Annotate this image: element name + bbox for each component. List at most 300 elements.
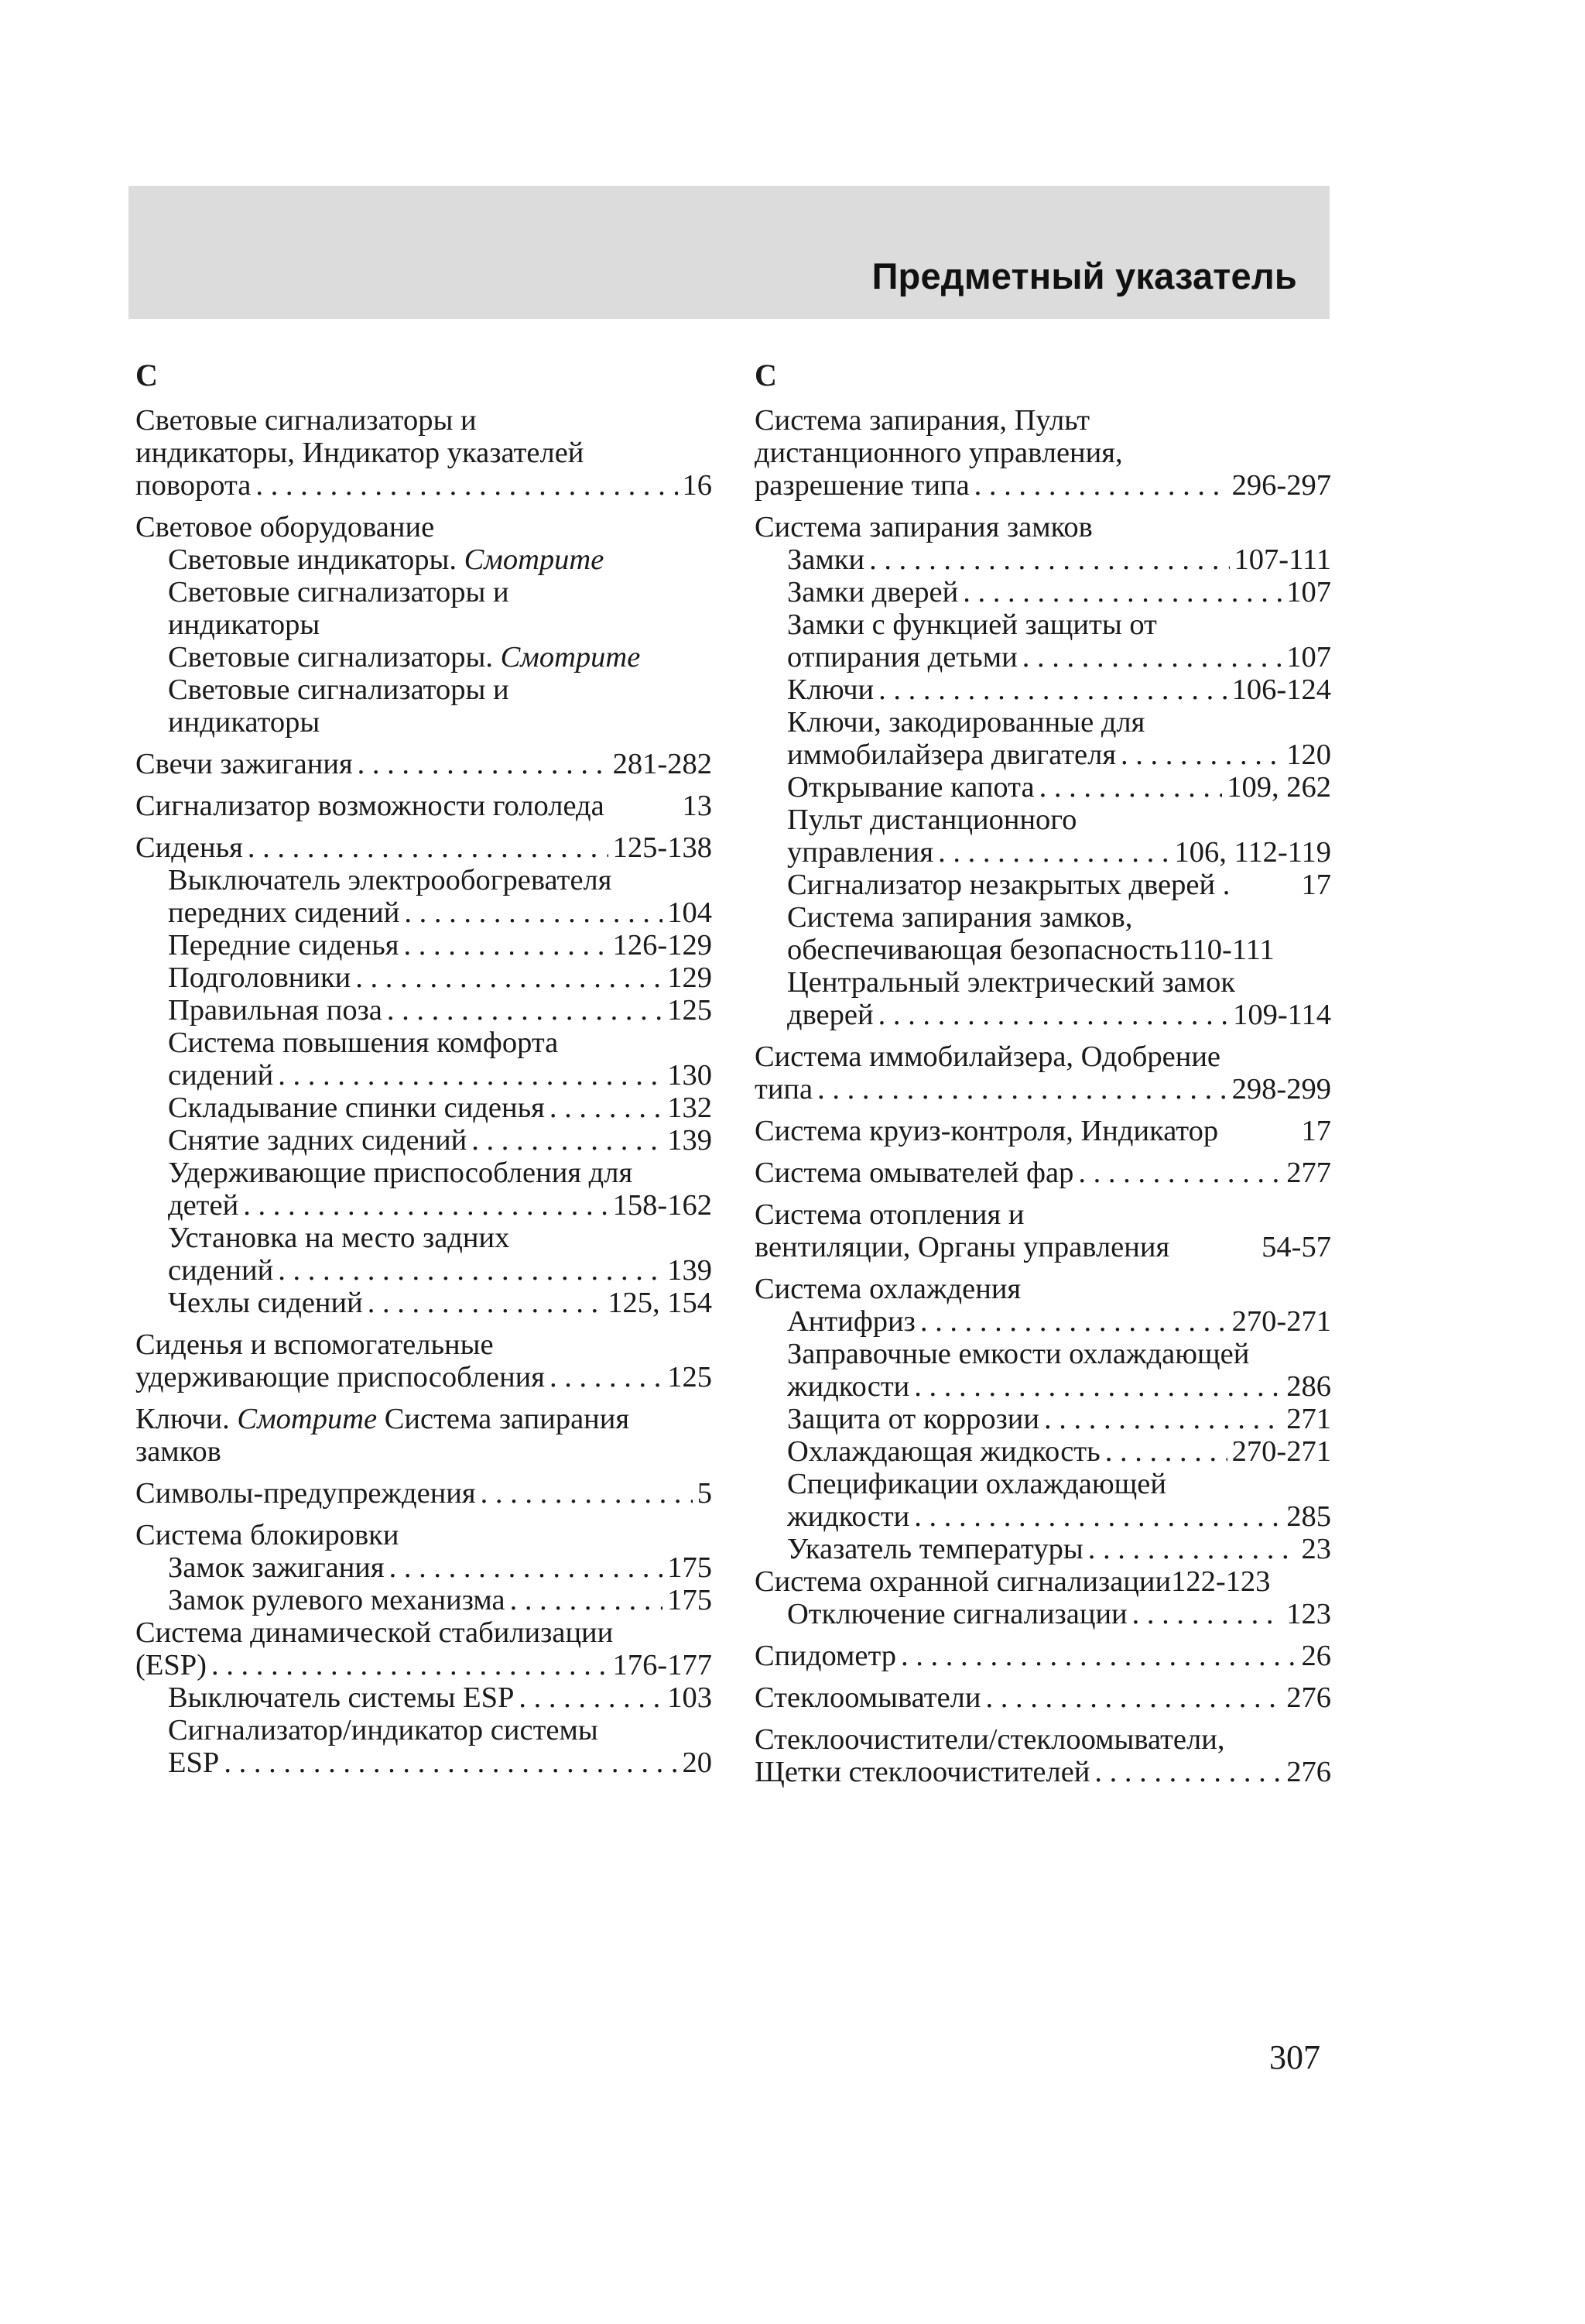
entry-text bbox=[168, 864, 611, 896]
entry-text bbox=[135, 1361, 545, 1393]
entry-text bbox=[135, 1616, 613, 1649]
dot-leader bbox=[986, 1681, 1282, 1714]
dot-leader bbox=[938, 836, 1169, 869]
page-ref: 132 bbox=[667, 1092, 712, 1124]
dot-leader bbox=[869, 543, 1229, 576]
index-subentry-line bbox=[755, 869, 1331, 901]
index-subentry-line bbox=[135, 961, 712, 994]
page-ref: 296-297 bbox=[1231, 469, 1331, 502]
entry-text-part: детей bbox=[168, 1189, 239, 1222]
entry-text-part: Стеклоомыватели bbox=[755, 1681, 981, 1714]
entry-text bbox=[787, 1598, 1128, 1630]
index-entry-line bbox=[135, 748, 712, 780]
index-subentry-line bbox=[135, 576, 712, 608]
index-entry bbox=[755, 1273, 1331, 1630]
entry-text bbox=[168, 1551, 385, 1584]
index-column-left bbox=[135, 355, 712, 1788]
index-subentry-line bbox=[755, 1370, 1331, 1403]
entry-text-part: Сигнализатор/индикатор системы bbox=[168, 1714, 598, 1746]
index-entry-line bbox=[755, 1040, 1331, 1073]
index-subentry-line bbox=[755, 934, 1331, 966]
entry-text bbox=[135, 1649, 207, 1681]
entry-text-part: Система отопления и bbox=[755, 1198, 1025, 1231]
index-entry bbox=[135, 748, 712, 780]
entry-text-part: Выключатель системы ESP bbox=[168, 1681, 515, 1714]
entry-text bbox=[787, 576, 958, 608]
index-subentry-line bbox=[755, 999, 1331, 1031]
index-subentry-line bbox=[135, 674, 712, 706]
entry-text bbox=[135, 831, 243, 864]
page-ref: 125-138 bbox=[612, 831, 712, 864]
entry-text-part: Чехлы сидений bbox=[168, 1287, 363, 1319]
dot-leader bbox=[519, 1681, 662, 1714]
entry-text-part: Световые сигнализаторы и bbox=[135, 404, 477, 437]
entry-text bbox=[135, 404, 477, 437]
dot-leader bbox=[878, 674, 1227, 706]
index-subentry-line bbox=[755, 608, 1331, 641]
page-ref: 107 bbox=[1286, 576, 1331, 608]
index-entry bbox=[135, 1519, 712, 1779]
index-entry-line bbox=[135, 831, 712, 864]
entry-text bbox=[135, 469, 251, 502]
entry-text-part: Защита от коррозии bbox=[787, 1403, 1039, 1435]
entry-text-part: Световые индикаторы. bbox=[168, 543, 464, 576]
entry-text-part: Складывание спинки сиденья bbox=[168, 1092, 545, 1124]
page-ref: 139 bbox=[667, 1124, 712, 1157]
entry-text bbox=[755, 1231, 1169, 1263]
dot-leader bbox=[403, 929, 608, 961]
entry-text-part: Щетки стеклоочистителей bbox=[755, 1756, 1090, 1788]
entry-text-part: Ключи bbox=[787, 674, 875, 706]
entry-text-part: дистанционного управления, bbox=[755, 437, 1123, 469]
index-entry-line bbox=[755, 1198, 1331, 1231]
dot-leader bbox=[278, 1059, 662, 1092]
entry-text-part: (ESP) bbox=[135, 1649, 207, 1681]
index-entry bbox=[755, 1040, 1331, 1105]
index-subentry-line bbox=[755, 641, 1331, 674]
index-subentry-line bbox=[755, 1598, 1331, 1630]
dot-leader bbox=[248, 831, 608, 864]
entry-text bbox=[787, 836, 933, 869]
dot-leader bbox=[878, 999, 1229, 1031]
entry-text bbox=[787, 641, 1018, 674]
entry-text bbox=[787, 1500, 909, 1533]
entry-text-part: Замки с функцией защиты от bbox=[787, 608, 1157, 641]
page-ref: 175 bbox=[667, 1584, 712, 1616]
entry-text-part: поворота bbox=[135, 469, 252, 502]
index-entry-line bbox=[755, 1073, 1331, 1105]
dot-leader bbox=[1039, 771, 1223, 804]
entry-text bbox=[787, 1338, 1249, 1370]
index-entry-line bbox=[755, 511, 1331, 543]
entry-text bbox=[787, 1370, 909, 1403]
dot-leader bbox=[914, 1370, 1282, 1403]
index-entry-line bbox=[135, 437, 712, 469]
index-entry bbox=[755, 1681, 1331, 1714]
entry-text bbox=[787, 934, 1275, 966]
entry-text bbox=[168, 1092, 545, 1124]
entry-text-part: Сигнализатор незакрытых дверей . bbox=[787, 869, 1231, 901]
entry-text-part: замков bbox=[135, 1435, 221, 1468]
entry-text-part: Система блокировки bbox=[135, 1519, 399, 1551]
entry-text bbox=[135, 790, 604, 822]
entry-text-part: Система запирания, Пульт bbox=[755, 404, 1090, 437]
section-letter: С bbox=[135, 358, 158, 392]
entry-text-part: Система охлаждения bbox=[755, 1273, 1022, 1305]
entry-text bbox=[168, 1746, 219, 1779]
index-entry-line bbox=[135, 1477, 712, 1510]
index-subentry-line bbox=[135, 1254, 712, 1287]
index-entry-line bbox=[755, 404, 1331, 437]
index-subentry-line bbox=[755, 739, 1331, 771]
entry-text-part: дверей bbox=[787, 999, 874, 1031]
dot-leader bbox=[1044, 1403, 1282, 1435]
index-subentry-line bbox=[755, 836, 1331, 869]
entry-text bbox=[168, 576, 509, 608]
index-entry-line bbox=[755, 1115, 1331, 1147]
index-subentry-line bbox=[135, 543, 712, 576]
index-subentry-line bbox=[755, 1403, 1331, 1435]
page-ref: 16 bbox=[682, 469, 712, 502]
see-reference: Смотрите bbox=[500, 641, 641, 674]
entry-text bbox=[755, 404, 1090, 437]
entry-text bbox=[787, 966, 1235, 999]
entry-text bbox=[135, 511, 434, 543]
index-subentry-line bbox=[755, 771, 1331, 804]
entry-text bbox=[755, 1565, 1270, 1598]
entry-text bbox=[168, 1287, 363, 1319]
index-entry-line bbox=[755, 1756, 1331, 1788]
page-ref: 271 bbox=[1286, 1403, 1331, 1435]
dot-leader bbox=[243, 1189, 608, 1222]
entry-text-part: Система охранной сигнализации122-123 bbox=[755, 1565, 1271, 1598]
page-ref: 104 bbox=[667, 896, 712, 929]
entry-text bbox=[168, 929, 399, 961]
index-subentry-line bbox=[755, 1533, 1331, 1565]
index-subentry-line bbox=[755, 1500, 1331, 1533]
page-ref: 106-124 bbox=[1231, 674, 1331, 706]
entry-text-part: Свечи зажигания bbox=[135, 748, 353, 780]
entry-text-part: Замок зажигания bbox=[168, 1551, 385, 1584]
index-subentry-line bbox=[755, 804, 1331, 836]
dot-leader bbox=[510, 1584, 663, 1616]
page-ref: 126-129 bbox=[612, 929, 712, 961]
page-ref: 107 bbox=[1286, 641, 1331, 674]
entry-text-part: Заправочные емкости охлаждающей bbox=[787, 1338, 1250, 1370]
entry-text bbox=[168, 1157, 632, 1189]
index-subentry-line bbox=[755, 543, 1331, 576]
index-entry-line bbox=[755, 1640, 1331, 1672]
index-entry bbox=[755, 1115, 1331, 1147]
index-entry bbox=[755, 404, 1331, 502]
page-ref: 139 bbox=[667, 1254, 712, 1287]
entry-text bbox=[135, 437, 584, 469]
entry-text bbox=[787, 1403, 1039, 1435]
entry-text bbox=[787, 1533, 1083, 1565]
entry-text-part: Световые сигнализаторы и bbox=[168, 674, 509, 706]
page-ref: 276 bbox=[1286, 1681, 1331, 1714]
index-subentry-line bbox=[135, 1189, 712, 1222]
page-ref: 158-162 bbox=[612, 1189, 712, 1222]
index-entry bbox=[135, 1328, 712, 1393]
page-ref: 276 bbox=[1286, 1756, 1331, 1788]
dot-leader bbox=[1078, 1157, 1282, 1189]
index-subentry-line bbox=[135, 1584, 712, 1616]
header-band bbox=[128, 186, 1330, 319]
dot-leader bbox=[817, 1073, 1227, 1105]
entry-text bbox=[787, 1468, 1166, 1500]
entry-text bbox=[135, 1435, 221, 1468]
index-subentry-line bbox=[135, 1681, 712, 1714]
index-entry-line bbox=[755, 1231, 1331, 1263]
index-entry bbox=[135, 831, 712, 1319]
entry-text-part: жидкости bbox=[787, 1370, 910, 1403]
page-ref: 107-111 bbox=[1234, 543, 1331, 576]
entry-text bbox=[755, 1273, 1021, 1305]
index-entry-line bbox=[135, 1616, 712, 1649]
index-subentry-line bbox=[135, 1027, 712, 1059]
entry-text-part: Снятие задних сидений bbox=[168, 1124, 467, 1157]
index-entry-line bbox=[755, 437, 1331, 469]
entry-text bbox=[755, 1640, 896, 1672]
dot-leader bbox=[389, 1551, 663, 1584]
entry-text bbox=[135, 1519, 399, 1551]
entry-text-part: Сиденья и вспомогательные bbox=[135, 1328, 494, 1361]
entry-text-part: Система запирания bbox=[377, 1403, 630, 1435]
page-ref: 23 bbox=[1301, 1533, 1331, 1565]
entry-text-part: Подголовники bbox=[168, 961, 351, 994]
entry-text-part: Спидометр bbox=[755, 1640, 896, 1672]
entry-text bbox=[168, 1027, 558, 1059]
entry-text bbox=[755, 1723, 1224, 1756]
entry-text bbox=[755, 1157, 1073, 1189]
index-entry-line bbox=[755, 469, 1331, 502]
section-letter: С bbox=[755, 358, 777, 392]
dot-leader bbox=[974, 469, 1227, 502]
index-subentry-line bbox=[135, 929, 712, 961]
page-ref: 106, 112-119 bbox=[1174, 836, 1331, 869]
entry-text-part: индикаторы, Индикатор указателей bbox=[135, 437, 584, 469]
entry-text bbox=[787, 543, 864, 576]
page-ref: 130 bbox=[667, 1059, 712, 1092]
index-entry-line bbox=[755, 1723, 1331, 1756]
index-entry-line bbox=[135, 511, 712, 543]
index-entry-line bbox=[755, 1273, 1331, 1305]
dot-leader bbox=[387, 994, 662, 1027]
entry-text bbox=[787, 1435, 1101, 1468]
entry-text bbox=[787, 706, 1145, 739]
entry-text-part: Ключи, закодированные для bbox=[787, 706, 1145, 739]
entry-text-part: Замки дверей bbox=[787, 576, 959, 608]
entry-text-part: Световые сигнализаторы. bbox=[168, 641, 501, 674]
index-subentry-line bbox=[135, 1124, 712, 1157]
page-ref: 54-57 bbox=[1261, 1231, 1331, 1263]
entry-text-part: Центральный электрический замок bbox=[787, 966, 1236, 999]
dot-leader bbox=[255, 469, 677, 502]
page-ref: 13 bbox=[682, 790, 712, 822]
entry-text-part: Система запирания замков, bbox=[787, 901, 1133, 934]
page-number: 307 bbox=[1269, 2038, 1320, 2076]
page-ref: 125 bbox=[667, 994, 712, 1027]
page-ref: 129 bbox=[667, 961, 712, 994]
entry-text bbox=[168, 543, 604, 576]
entry-text bbox=[168, 994, 382, 1027]
entry-text bbox=[168, 1254, 273, 1287]
index-entry-line bbox=[135, 1361, 712, 1393]
entry-text-part: сидений bbox=[168, 1254, 274, 1287]
index-subentry-line bbox=[135, 1157, 712, 1189]
index-entry-line bbox=[135, 1328, 712, 1361]
page-ref: 176-177 bbox=[612, 1649, 712, 1681]
index-subentry-line bbox=[755, 674, 1331, 706]
entry-text bbox=[787, 869, 1230, 901]
page-ref: 103 bbox=[667, 1681, 712, 1714]
index-subentry-line bbox=[135, 1287, 712, 1319]
entry-text-part: Система динамической стабилизации bbox=[135, 1616, 614, 1649]
index-entry-line bbox=[135, 1403, 712, 1435]
index-subentry-line bbox=[135, 1551, 712, 1584]
page-ref: 125, 154 bbox=[608, 1287, 712, 1319]
entry-text bbox=[755, 1040, 1220, 1073]
entry-text-part: Система омывателей фар bbox=[755, 1157, 1074, 1189]
entry-text-part: Стеклоочистители/стеклоомыватели, bbox=[755, 1723, 1225, 1756]
entry-text bbox=[787, 771, 1035, 804]
entry-text bbox=[755, 437, 1123, 469]
entry-text-part: Сиденья bbox=[135, 831, 243, 864]
entry-text bbox=[787, 608, 1157, 641]
page-title: Предметный указатель bbox=[871, 255, 1297, 296]
index-subentry-line bbox=[755, 966, 1331, 999]
entry-text-part: Замок рулевого механизма bbox=[168, 1584, 505, 1616]
entry-text bbox=[787, 1305, 916, 1338]
dot-leader bbox=[901, 1640, 1297, 1672]
index-entry bbox=[755, 1198, 1331, 1263]
entry-text bbox=[168, 706, 320, 739]
entry-text-part: Система повышения комфорта bbox=[168, 1027, 559, 1059]
entry-text-part: Удерживающие приспособления для bbox=[168, 1157, 633, 1189]
entry-text bbox=[755, 511, 1093, 543]
index-subentry-line bbox=[135, 896, 712, 929]
page-ref: 286 bbox=[1286, 1370, 1331, 1403]
entry-text-part: Отключение сигнализации bbox=[787, 1598, 1128, 1630]
page-ref: 17 bbox=[1301, 1115, 1331, 1147]
entry-text-part: ESP bbox=[168, 1746, 220, 1779]
index-subentry-line bbox=[135, 994, 712, 1027]
index-entry bbox=[755, 1723, 1331, 1788]
index-subentry-line bbox=[135, 1746, 712, 1779]
entry-text-part: вентиляции, Органы управления bbox=[755, 1231, 1170, 1263]
dot-leader bbox=[1094, 1756, 1282, 1788]
dot-leader bbox=[1132, 1598, 1282, 1630]
entry-text-part: разрешение типа bbox=[755, 469, 970, 502]
index-entry bbox=[755, 1640, 1331, 1672]
page-ref: 109, 262 bbox=[1227, 771, 1331, 804]
index-entry-line bbox=[755, 1681, 1331, 1714]
index-subentry-line bbox=[135, 1059, 712, 1092]
page-ref: 270-271 bbox=[1231, 1305, 1331, 1338]
dot-leader bbox=[404, 896, 662, 929]
entry-text-part: Антифриз bbox=[787, 1305, 916, 1338]
entry-text-part: типа bbox=[755, 1073, 813, 1105]
entry-text-part: Указатель температуры bbox=[787, 1533, 1083, 1565]
entry-text bbox=[168, 608, 320, 641]
dot-leader bbox=[368, 1287, 604, 1319]
index-subentry-line bbox=[135, 1714, 712, 1746]
index-subentry-line bbox=[755, 1468, 1331, 1500]
entry-text-part: Система запирания замков bbox=[755, 511, 1093, 543]
entry-text-part: сидений bbox=[168, 1059, 274, 1092]
dot-leader bbox=[914, 1500, 1282, 1533]
entry-text bbox=[787, 999, 874, 1031]
dot-leader bbox=[481, 1477, 693, 1510]
dot-leader bbox=[1088, 1533, 1297, 1565]
dot-leader bbox=[549, 1092, 662, 1124]
entry-text-part: Система иммобилайзера, Одобрение bbox=[755, 1040, 1221, 1073]
page-ref: 175 bbox=[667, 1551, 712, 1584]
entry-text-part: управления bbox=[787, 836, 934, 869]
entry-text-part: иммобилайзера двигателя bbox=[787, 739, 1117, 771]
dot-leader bbox=[1121, 739, 1282, 771]
entry-text bbox=[168, 1222, 509, 1254]
index-subentry-line bbox=[755, 1305, 1331, 1338]
page-ref: 5 bbox=[697, 1477, 712, 1510]
index-entry-line bbox=[135, 790, 712, 822]
dot-leader bbox=[278, 1254, 662, 1287]
dot-leader bbox=[1022, 641, 1282, 674]
entry-text-part: Сигнализатор возможности гололеда bbox=[135, 790, 604, 822]
entry-text bbox=[168, 1124, 467, 1157]
index-entry-line bbox=[135, 1435, 712, 1468]
index-entry-line bbox=[135, 404, 712, 437]
index-entry bbox=[135, 511, 712, 739]
entry-text bbox=[168, 961, 351, 994]
index-entry-line bbox=[135, 469, 712, 502]
entry-text bbox=[755, 1115, 1218, 1147]
page-ref: 20 bbox=[682, 1746, 712, 1779]
entry-text-part: Передние сиденья bbox=[168, 929, 399, 961]
dot-leader bbox=[224, 1746, 677, 1779]
page-ref: 26 bbox=[1301, 1640, 1331, 1672]
entry-text-part: Ключи. bbox=[135, 1403, 238, 1435]
index-entry-line bbox=[755, 1565, 1331, 1598]
entry-text bbox=[755, 1073, 813, 1105]
page-ref: 120 bbox=[1286, 739, 1331, 771]
page-ref: 285 bbox=[1286, 1500, 1331, 1533]
page-ref: 125 bbox=[667, 1361, 712, 1393]
index-subentry-line bbox=[755, 706, 1331, 739]
index-entry bbox=[135, 1403, 712, 1468]
index-entry bbox=[135, 404, 712, 502]
entry-text-part: Спецификации охлаждающей bbox=[787, 1468, 1166, 1500]
index-subentry-line bbox=[135, 1222, 712, 1254]
page-ref: 123 bbox=[1286, 1598, 1331, 1630]
entry-text-part: индикаторы bbox=[168, 608, 320, 641]
entry-text-part: Световое оборудование bbox=[135, 511, 435, 543]
entry-text-part: Выключатель электрообогревателя bbox=[168, 864, 612, 896]
entry-text-part: индикаторы bbox=[168, 706, 320, 739]
index-entry bbox=[755, 511, 1331, 1031]
page-ref: 109-114 bbox=[1233, 999, 1331, 1031]
entry-text bbox=[168, 674, 509, 706]
entry-text-part: Охлаждающая жидкость bbox=[787, 1435, 1101, 1468]
entry-text-part: Пульт дистанционного bbox=[787, 804, 1077, 836]
entry-text bbox=[168, 641, 640, 674]
index-subentry-line bbox=[135, 1092, 712, 1124]
entry-text-part: удерживающие приспособления bbox=[135, 1361, 545, 1393]
entry-text-part: Система круиз-контроля, Индикатор bbox=[755, 1115, 1219, 1147]
index-subentry-line bbox=[135, 608, 712, 641]
dot-leader bbox=[1105, 1435, 1227, 1468]
